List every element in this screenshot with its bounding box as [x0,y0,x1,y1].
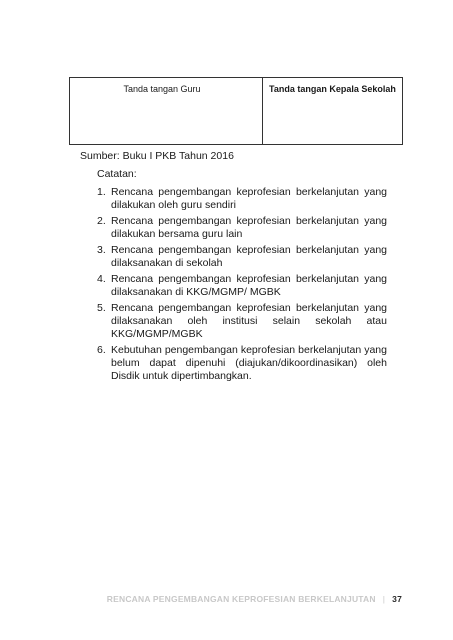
page-number: 37 [392,594,402,604]
note-number: 4. [97,273,106,285]
notes-label: Catatan: [97,168,137,180]
signature-label-kepsek: Tanda tangan Kepala Sekolah [269,84,396,94]
note-text: Rencana pengembangan keprofesian berkelanjutan yang dilaksanakan di sekolah [111,244,387,269]
note-text: Rencana pengembangan keprofesian berkelanjutan yang dilaksanakan di KKG/MGMP/ MGBK [111,273,387,298]
footer-separator: | [382,594,386,604]
note-text: Rencana pengembangan keprofesian berkelanjutan yang dilakukan bersama guru lain [111,215,387,240]
page-footer [82,594,402,604]
note-text: Rencana pengembangan keprofesian berkelanjutan yang dilaksanakan oleh institusi selain sekolah atau KKG/MGMP/MGBK [111,302,387,340]
note-number: 1. [97,186,106,198]
notes-list [97,186,387,386]
footer-title: RENCANA PENGEMBANGAN KEPROFESIAN BERKELANJUTAN [106,594,376,604]
note-number: 2. [97,215,106,227]
note-item [97,302,387,341]
source-line: Sumber: Buku I PKB Tahun 2016 [80,150,234,162]
note-number: 3. [97,244,106,256]
note-item [97,215,387,241]
note-number: 5. [97,302,106,314]
signature-cell-guru [70,78,263,144]
signature-cell-kepsek [263,78,402,144]
note-item [97,273,387,299]
note-text: Kebutuhan pengembangan keprofesian berkelanjutan yang belum dapat dipenuhi (diajukan/dikoordinasikan) oleh Disdik untuk dipertimbangkan. [111,344,387,382]
signature-table [69,77,403,145]
note-number: 6. [97,344,106,356]
note-text: Rencana pengembangan keprofesian berkelanjutan yang dilakukan oleh guru sendiri [111,186,387,211]
note-item [97,244,387,270]
note-item [97,186,387,212]
signature-label-guru: Tanda tangan Guru [123,84,201,94]
note-item [97,344,387,383]
